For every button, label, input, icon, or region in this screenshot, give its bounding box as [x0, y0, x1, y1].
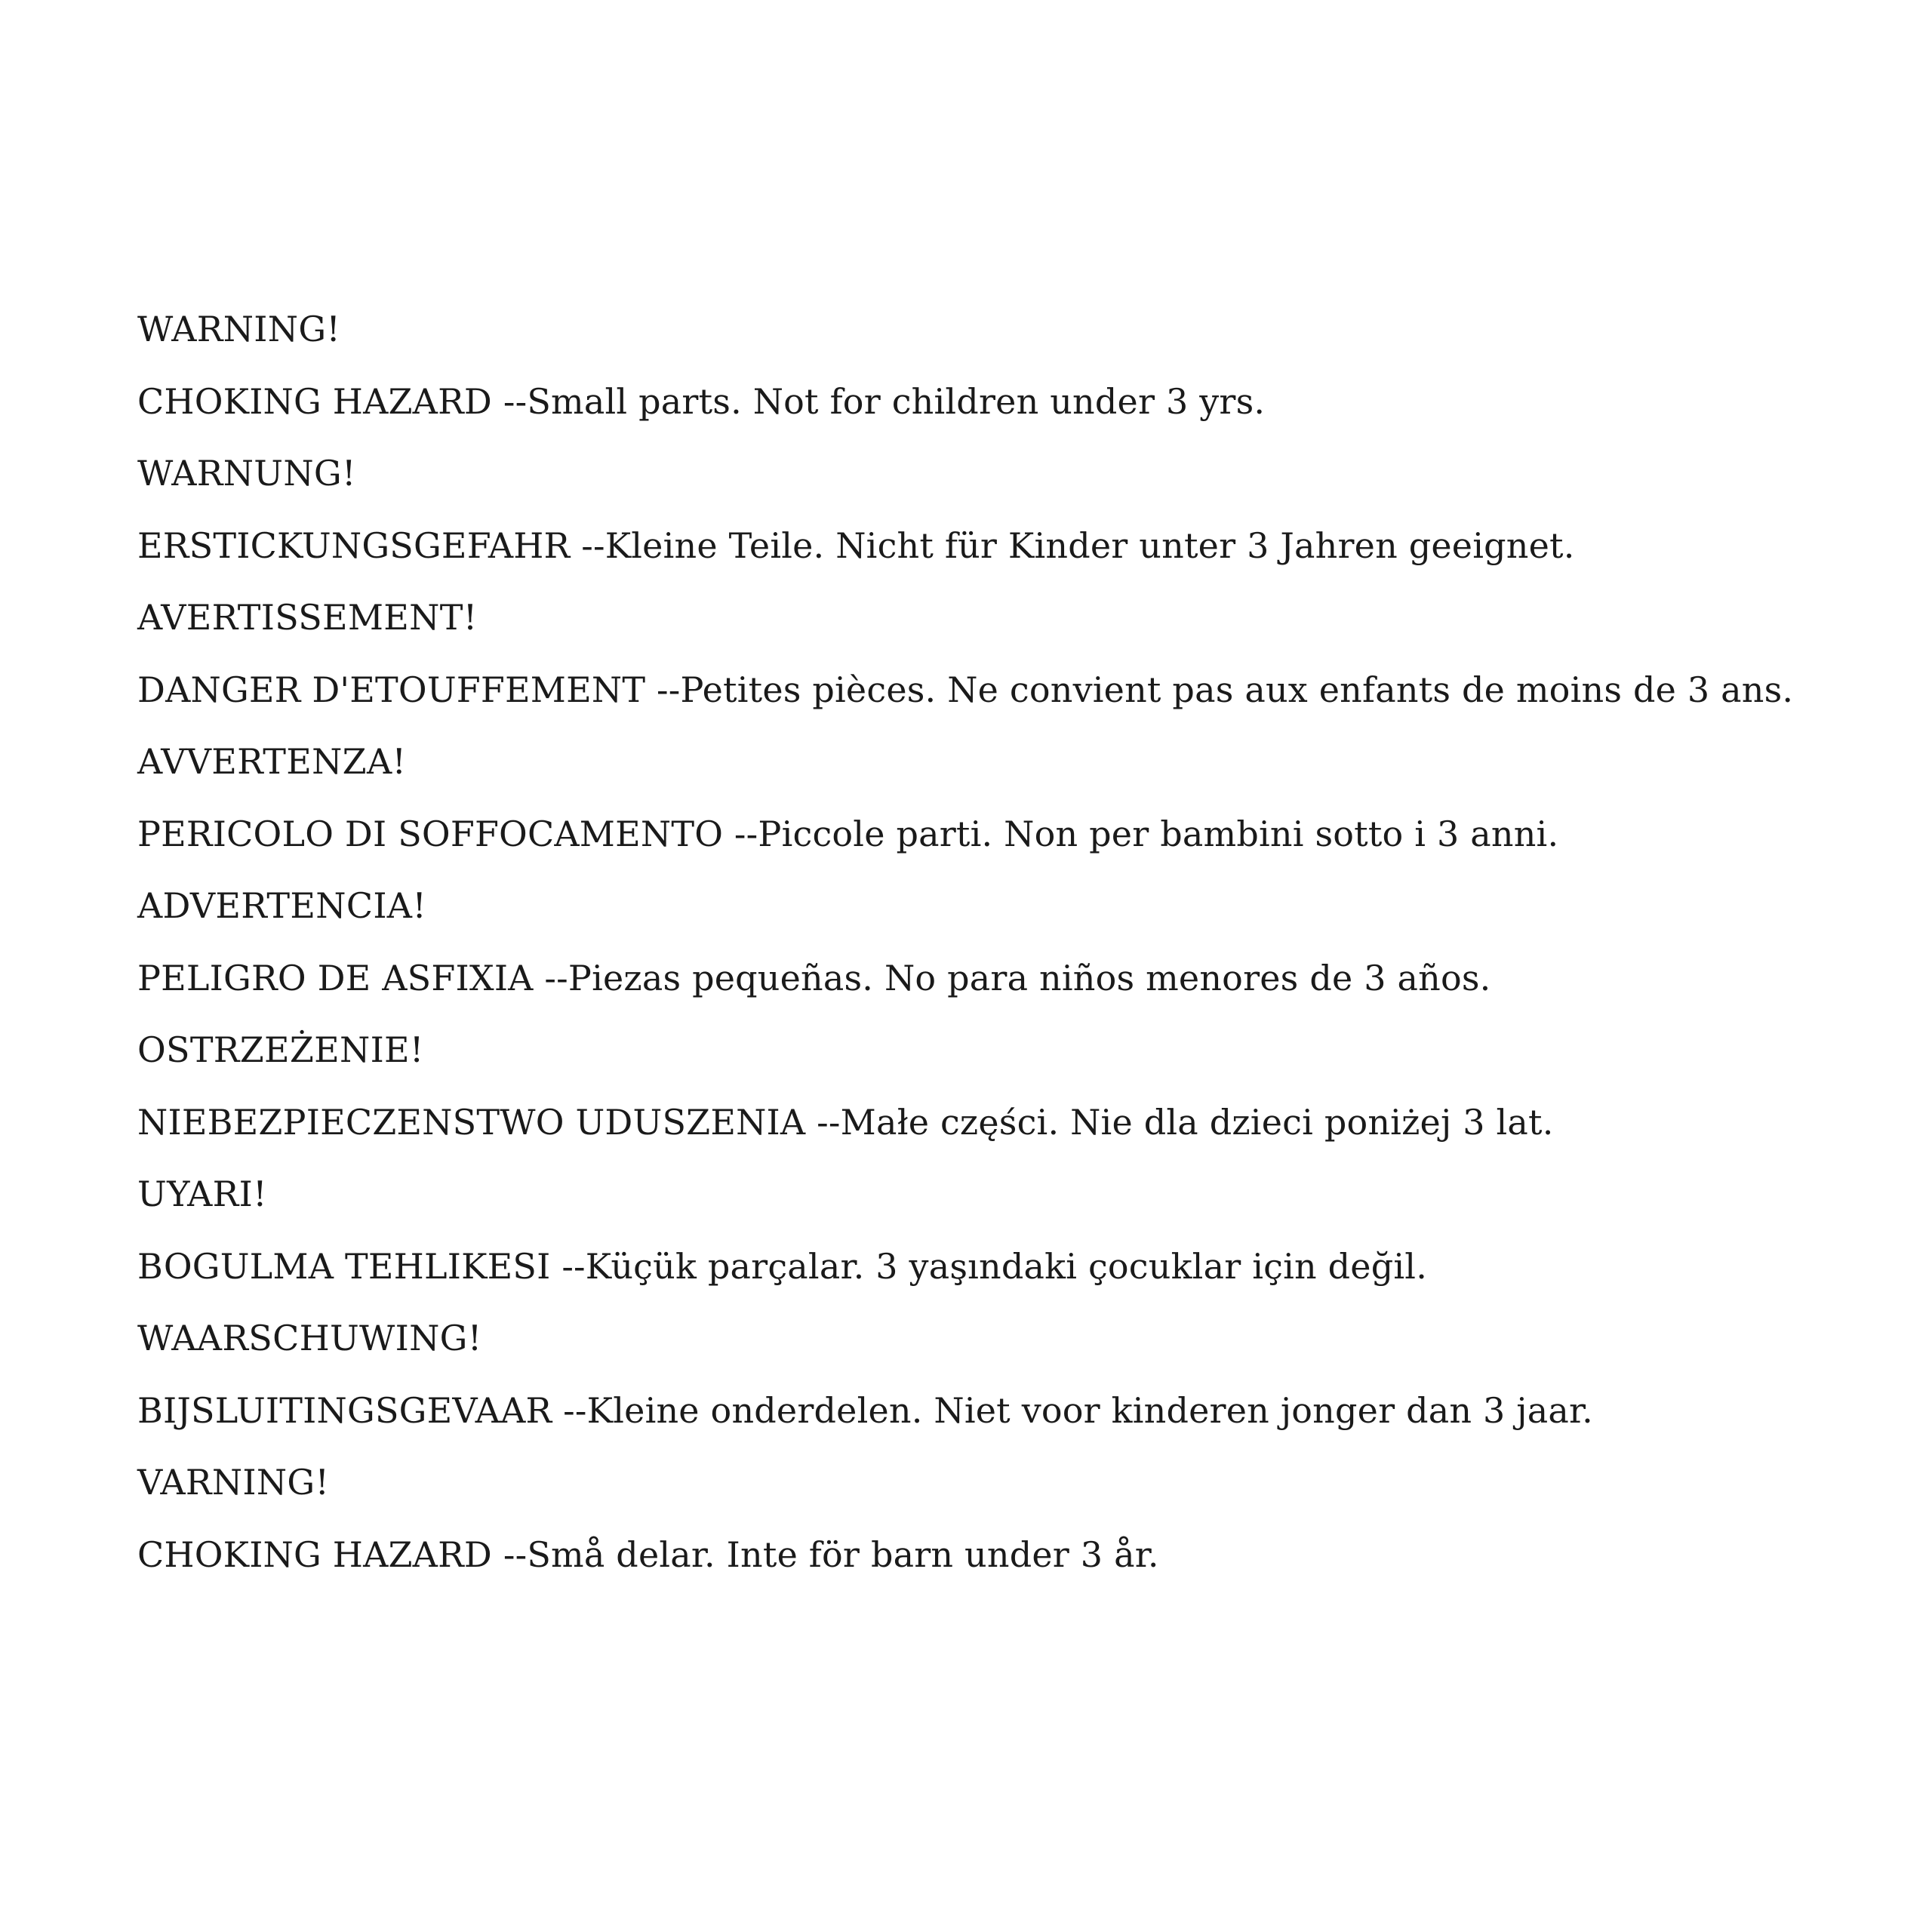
warning-heading-swedish: VARNING!: [137, 1462, 330, 1503]
warning-message-swedish: CHOKING HAZARD --Små delar. Inte för barn under 3 år.: [137, 1534, 1159, 1575]
warning-heading-polish: OSTRZEŻENIE!: [137, 1029, 424, 1070]
warning-message-english: CHOKING HAZARD --Small parts. Not for children under 3 yrs.: [137, 380, 1266, 422]
warning-message-french: DANGER D'ETOUFFEMENT --Petites pièces. Ne convient pas aux enfants de moins de 3 ans.: [137, 669, 1794, 710]
warning-heading-spanish: ADVERTENCIA!: [137, 885, 427, 926]
warning-heading-french: AVERTISSEMENT!: [137, 597, 478, 638]
warning-message-turkish: BOGULMA TEHLIKESI --Küçük parçalar. 3 yaşındaki çocuklar için değil.: [137, 1245, 1428, 1287]
warning-message-spanish: PELIGRO DE ASFIXIA --Piezas pequeñas. No para niños menores de 3 años.: [137, 957, 1491, 998]
warning-message-dutch: BIJSLUITINGSGEVAAR --Kleine onderdelen. Niet voor kinderen jonger dan 3 jaar.: [137, 1389, 1593, 1431]
choking-hazard-warnings: [137, 300, 1911, 1598]
warning-heading-german: WARNUNG!: [137, 453, 356, 494]
warning-message-italian: PERICOLO DI SOFFOCAMENTO --Piccole parti. Non per bambini sotto i 3 anni.: [137, 813, 1559, 854]
warning-heading-italian: AVVERTENZA!: [137, 741, 407, 782]
warning-message-polish: NIEBEZPIECZENSTWO UDUSZENIA --Małe części. Nie dla dzieci poniżej 3 lat.: [137, 1101, 1554, 1143]
warning-message-german: ERSTICKUNGSGEFAHR --Kleine Teile. Nicht für Kinder unter 3 Jahren geeignet.: [137, 525, 1575, 566]
warning-heading-english: WARNING!: [137, 309, 341, 349]
warning-heading-dutch: WAARSCHUWING!: [137, 1318, 482, 1358]
warning-heading-turkish: UYARI!: [137, 1174, 267, 1214]
